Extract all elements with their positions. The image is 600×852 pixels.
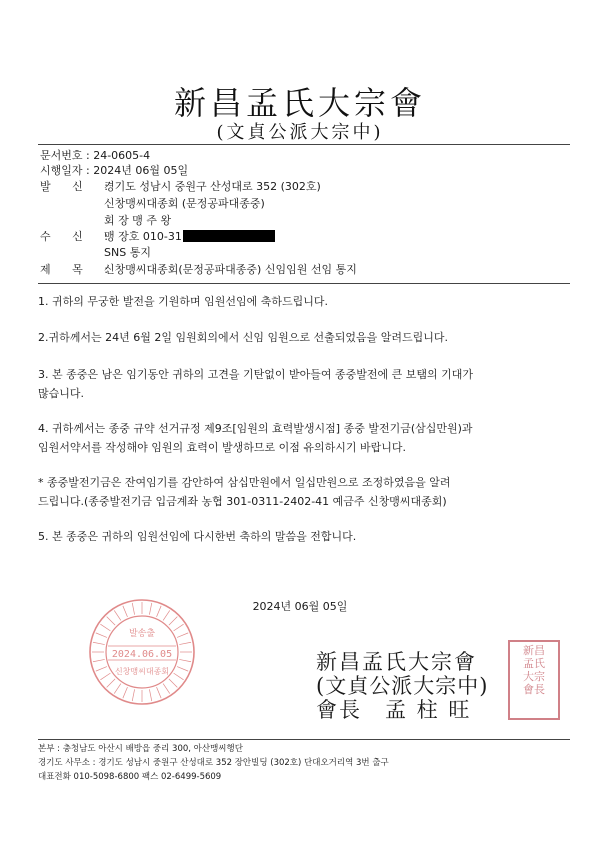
closing-date: 2024년 06월 05일 (252, 600, 348, 613)
stamp-tick (157, 687, 162, 698)
subject-label: 제 목 : (40, 263, 117, 276)
stamp-tick (96, 667, 107, 672)
stamp-org: 신창맹씨대종회 (114, 667, 170, 676)
paragraph-3 (38, 365, 568, 403)
stamp-date: 2024.06.05 (111, 649, 173, 660)
stamp-tick (177, 633, 188, 638)
paragraph-4-line-1: 4. 귀하께서는 종중 규약 선거규정 제9조[임원의 효력발생시점] 종중 발전기금(삼십만원)과 (38, 422, 473, 435)
stamp-tick (114, 684, 121, 694)
paragraph-2: 2.귀하께서는 24년 6월 2일 임원회의에서 신임 임원으로 선출되었음을 알려드립니다. (38, 331, 448, 344)
footer-office: 경기도 사무소 : 경기도 성남시 중원구 산성대로 352 장안빌딩 (302호) 단대오거리역 3번 출구 (38, 758, 389, 768)
stamp-tick (100, 624, 110, 631)
stamp-tick (149, 603, 151, 615)
stamp-tick (107, 679, 115, 687)
footer-hq: 본부 : 충청남도 아산시 배방읍 중리 300, 아산맹씨행단 (38, 744, 243, 754)
sender-org: 신창맹씨대종회 (문정공파대종중) (104, 197, 265, 210)
subject-text: 신창맹씨대종회(문정공파대종중) 신임임원 선임 통지 (104, 263, 357, 276)
dispatch-stamp (86, 596, 198, 708)
recipient-label: 수 신 : (40, 230, 117, 243)
stamp-tick (93, 642, 105, 644)
sender-address: 경기도 성남시 중원구 산성대로 352 (302호) (104, 180, 321, 193)
paragraph-3-line-1: 3. 본 종중은 남은 임기동안 귀하의 고견을 기탄없이 받아들여 종중발전에 큰 보탬의 기대가 (38, 368, 473, 381)
document-title: 新昌孟氏大宗會 (173, 84, 426, 122)
stamp-tick (163, 684, 170, 694)
paragraph-3-line-2: 많습니다. (38, 387, 85, 400)
seal-char-1: 新昌 (523, 644, 545, 657)
stamp-tick (132, 689, 134, 701)
sender-row (40, 180, 321, 194)
stamp-tick (123, 606, 128, 617)
stamp-tick (107, 617, 115, 625)
issue-date-row (40, 164, 188, 178)
stamp-tick (169, 617, 177, 625)
header-divider (38, 144, 570, 145)
signature-org-name: 新昌孟氏大宗會 (316, 650, 477, 674)
stamp-tick (149, 689, 151, 701)
meta-divider (38, 283, 570, 284)
note-line-2: 드립니다.(종중발전기금 입금계좌 농협 301-0311-2402-41 예금주 신창맹씨대종회) (38, 495, 447, 508)
subject-row (40, 263, 357, 277)
signature-org-sub: (文貞公派大宗中) (316, 674, 489, 698)
redaction-bar (183, 230, 275, 242)
paragraph-4 (38, 419, 568, 457)
stamp-tick (93, 659, 105, 661)
stamp-top-label: 발송출 (128, 629, 156, 639)
recipient-method-row (40, 246, 151, 260)
paragraph-4-line-2: 임원서약서를 작성해야 임원의 효력이 발생하므로 이점 유의하시기 바랍니다. (38, 441, 407, 454)
stamp-tick (114, 610, 121, 620)
doc-number-label: 문서번호 : (40, 149, 90, 162)
recipient-row (40, 230, 275, 244)
paragraph-1: 1. 귀하의 무궁한 발전을 기원하며 임원선임에 축하드립니다. (38, 295, 328, 308)
footer-divider (38, 739, 570, 740)
stamp-tick (179, 659, 191, 661)
stamp-tick (179, 642, 191, 644)
sender-head-row (40, 214, 171, 228)
doc-number-value: 24-0605-4 (93, 149, 151, 162)
stamp-tick (157, 606, 162, 617)
stamp-tick (123, 687, 128, 698)
stamp-tick (174, 624, 184, 631)
issue-date-value: 2024년 06월 05일 (93, 164, 189, 177)
official-seal (508, 640, 560, 720)
seal-char-2: 孟氏 (523, 657, 545, 670)
sender-label: 발 신 : (40, 180, 117, 193)
sender-head: 회 장 맹 주 왕 (104, 214, 172, 227)
recipient-method: SNS 통지 (104, 246, 151, 259)
seal-char-4: 會長 (523, 683, 545, 696)
note-paragraph (38, 473, 568, 511)
stamp-tick (174, 673, 184, 680)
issue-date-label: 시행일자 : (40, 164, 90, 177)
stamp-tick (96, 633, 107, 638)
note-line-1: * 종중발전기금은 잔여임기를 감안하여 삼십만원에서 일십만원으로 조정하였음을 알려 (38, 476, 451, 489)
stamp-tick (100, 673, 110, 680)
signature-president: 會長 孟 柱 旺 (316, 698, 472, 722)
paragraph-5: 5. 본 종중은 귀하의 임원선임에 다시한번 축하의 말씀을 전합니다. (38, 530, 357, 543)
seal-char-3: 大宗 (523, 670, 545, 683)
doc-number-row (40, 149, 150, 163)
stamp-tick (132, 603, 134, 615)
recipient-name-phone: 맹 장호 010-31 (104, 230, 182, 243)
sender-org-row (40, 197, 265, 211)
document-subtitle: (文貞公派大宗中) (216, 122, 384, 143)
footer-contact: 대표전화 010-5098-6800 팩스 02-6499-5609 (38, 772, 222, 782)
stamp-tick (169, 679, 177, 687)
stamp-tick (177, 667, 188, 672)
stamp-tick (163, 610, 170, 620)
